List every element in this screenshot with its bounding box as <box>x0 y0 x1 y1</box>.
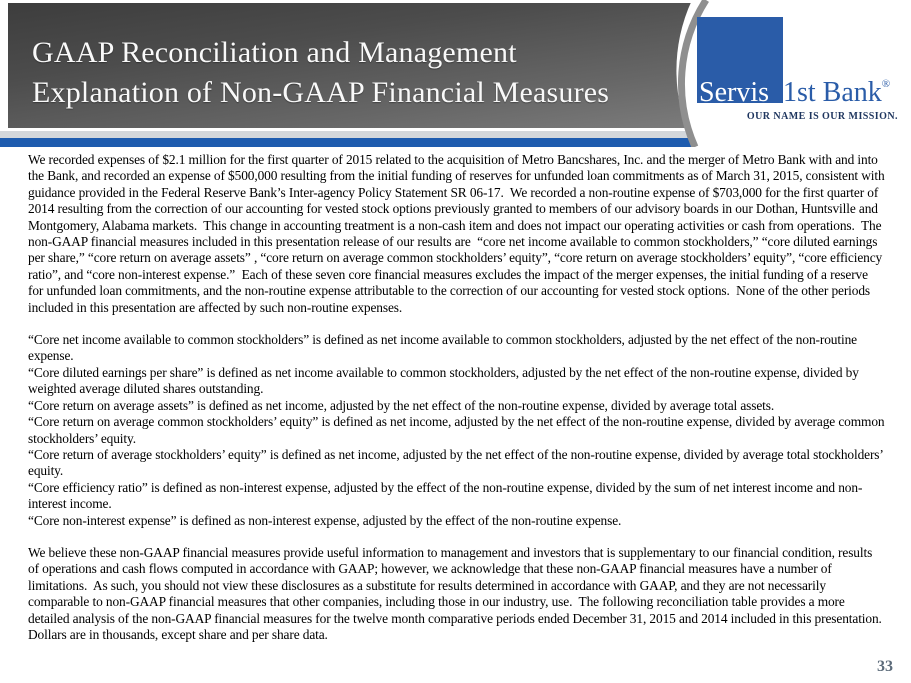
definition-core-non-interest-expense: “Core non-interest expense” is defined as non-interest expense, adjusted by the effect of the non-routine expense. <box>28 512 622 528</box>
registered-trademark-icon: ® <box>881 78 891 90</box>
page-title <box>32 33 609 113</box>
definition-core-return-avg-common-equity: “Core return on average common stockholders’ equity” is defined as net income, adjusted by the net effect of the non-routine expense, divided by average common stockholders’ equity. <box>28 414 888 446</box>
logo-word-1st-bank: 1st Bank <box>783 77 882 108</box>
body-text <box>28 152 889 643</box>
page-title-line1: GAAP Reconciliation and Management <box>32 36 517 69</box>
page-number: 33 <box>877 658 893 675</box>
paragraph-limitations: We believe these non-GAAP financial measures provide useful information to management and investors that is supplementary to our financial condition, results of operations and cash flows computed in accordance with GAAP; however, we acknowledge that these non-GAAP financial measures have a number of limitations. As such, you should not view these disclosures as a substitute for results determined in accordance with GAAP, and they are not necessarily comparable to non-GAAP financial measures that other companies, including those in our industry, use. The following reconciliation table provides a more detailed analysis of the non-GAAP financial measures for the twelve month comparative periods ended December 31, 2015 and 2014 included in this presentation. Dollars are in thousands, except share and per share data. <box>28 544 889 642</box>
logo-tagline: OUR NAME IS OUR MISSION. <box>746 111 898 122</box>
definition-core-return-avg-assets: “Core return on average assets” is defined as net income, adjusted by the net effect of the non-routine expense, divided by average total assets. <box>28 397 775 413</box>
paragraph-expenses: We recorded expenses of $2.1 million for the first quarter of 2015 related to the acquisition of Metro Bancshares, Inc. and the merger of Metro Bank with and into the Bank, and recorded an expense of $500,000 resulting from the initial funding of reserves for unfunded loan commitments as of March 31, 2015, consistent with guidance provided in the Federal Reserve Bank’s Inter-agency Policy Statement SR 06-17. We recorded a non-routine expense of $703,000 for the first quarter of 2014 resulting from the correction of our accounting for vested stock options previously granted to members of our advisory boards in our Dothan, Huntsville and Montgomery, Alabama markets. This change in accounting treatment is a non-cash item and does not impact our operating activities or cash from operations. The non-GAAP financial measures included in this presentation release of our results are “core net income available to common stockholders,” “core diluted earnings per share,” “core return on average assets” , “core return on average common stockholders’ equity”, “core return on average stockholders’ equity”, “core efficiency ratio”, and “core non-interest expense.” Each of these seven core financial measures excludes the impact of the merger expenses, the initial funding of a reserve for unfunded loan commitments, and the non-routine expense attributable to the correction of our accounting for vested stock options. None of the other periods included in this presentation are affected by such non-routine expenses. <box>28 152 888 315</box>
definition-core-efficiency-ratio: “Core efficiency ratio” is defined as non-interest expense, adjusted by the effect of the non-routine expense, divided by the sum of net interest income and non-interest income. <box>28 479 863 512</box>
logo-panel <box>665 0 911 147</box>
definition-core-net-income: “Core net income available to common stockholders” is defined as net income available to common stockholders, adjusted by the net effect of the non-routine expense. <box>28 332 861 364</box>
page-title-line2: Explanation of Non-GAAP Financial Measures <box>32 76 610 109</box>
logo-word-servis: Servis <box>699 77 769 108</box>
definitions-block <box>28 332 888 529</box>
definition-core-diluted-eps: “Core diluted earnings per share” is defined as net income available to common stockholders, adjusted by the net effect of the non-routine expense, divided by weighted average diluted shares outstanding. <box>28 364 863 397</box>
paragraph-gap <box>28 529 885 545</box>
definition-core-return-avg-equity: “Core return of average stockholders’ equity” is defined as net income, adjusted by the net effect of the non-routine expense, divided by average total stockholders’ equity. <box>28 446 886 479</box>
servisfirst-logo <box>699 69 890 108</box>
paragraph-gap <box>28 316 885 332</box>
